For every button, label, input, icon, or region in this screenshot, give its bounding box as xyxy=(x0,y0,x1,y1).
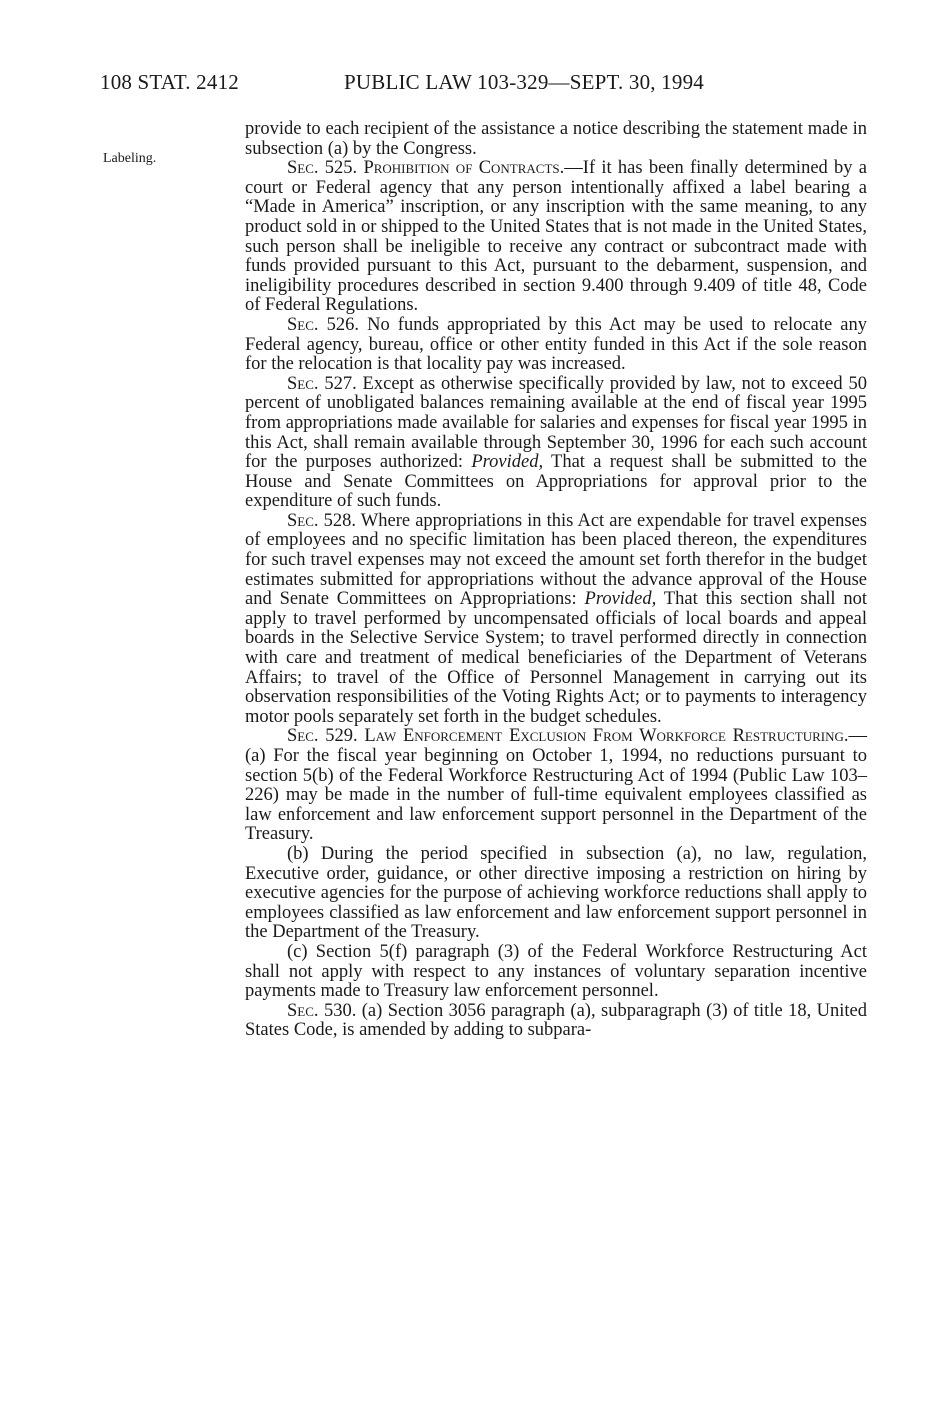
section-text: Where appropriations in this Act are expendable for travel expenses of employees and no specific limitation has been placed thereon, the expenditures for such travel expenses may not exceed the amount set forth therefor in the budget estimates submitted for appropriations without the advance approval of the House and Senate Committees on Appropriations: xyxy=(245,510,867,610)
section-text: —If it has been finally determined by a court or Federal agency that any person intentionally affixed a label bearing a “Made in America” inscription, or any inscription with the same meaning, to any product sold in or shipped to the United States that is not made in the United States, such person shall be ineligible to receive any contract or subcontract made with funds provided pursuant to this Act, pursuant to the debarment, suspension, and ineligibility procedures described in section 9.400 through 9.409 of title 48, Code of Federal Regulations. xyxy=(245,158,868,316)
section-number: Sec. 525. xyxy=(287,158,358,179)
section-528 xyxy=(245,512,867,728)
section-text: That a request shall be submitted to the House and Senate Committees on Appropriations for approval prior to the expenditure of such funds. xyxy=(245,452,867,512)
section-text: No funds appropriated by this Act may be used to relocate any Federal agency, bureau, office or other entity funded in this Act if the sole reason for the relocation is that locality pay was increased. xyxy=(245,314,868,375)
section-number: Sec. 529. xyxy=(287,726,358,747)
statute-body xyxy=(245,120,867,1041)
section-number: Sec. 530. xyxy=(287,1000,357,1021)
section-text: —(a) For the fiscal year beginning on October 1, 1994, no reductions pursuant to section 5(b) of the Federal Workforce Restructuring Act of 1994 (Public Law 103–226) may be made in the number of full-time equivalent employees classified as law enforcement and law enforcement support personnel in the Department of the Treasury. xyxy=(245,726,868,845)
section-text: (a) Section 3056 paragraph (a), subparagraph (3) of title 18, United States Code, is amended by adding to subpara- xyxy=(245,1000,867,1041)
section-527 xyxy=(245,375,867,512)
margin-note-labeling: Labeling. xyxy=(103,151,157,166)
section-heading: Prohibition of Contracts. xyxy=(363,158,565,179)
subsection-b: (b) During the period specified in subsection (a), no law, regulation, Executive order, guidance, or other directive imposing a restriction on hiring by executive agencies for the purpose of achieving workforce reductions shall apply to employees classified as law enforcement and law enforcement support personnel in the Department of the Treasury. xyxy=(245,843,867,943)
law-title: PUBLIC LAW 103-329—SEPT. 30, 1994 xyxy=(344,70,704,94)
paragraph-continuation: provide to each recipient of the assistance a notice describing the statement made in subsection (a) by the Congress. xyxy=(245,119,867,159)
section-number: Sec. 528. xyxy=(287,510,357,531)
section-heading: Law Enforcement Exclusion From Workforce Restructuring. xyxy=(364,726,849,747)
section-530 xyxy=(245,1002,867,1041)
section-525 xyxy=(245,159,867,316)
section-text: That this section shall not apply to travel performed by uncompensated officials of local boards and appeal boards in the Selective Service System; to travel performed directly in connection with care and treatment of medical beneficiaries of the Department of Veterans Affairs; to travel of the Office of Personnel Management in carrying out its observation responsibilities of the Voting Rights Act; or to payments to interagency motor pools separately set forth in the budget schedules. xyxy=(245,589,867,727)
section-number: Sec. 526. xyxy=(287,314,359,335)
page-header xyxy=(100,70,860,100)
section-text: Except as otherwise specifically provided by law, not to exceed 50 percent of unobligated balances remaining available at the end of fiscal year 1995 from appropriations made available for salaries and expenses for fiscal year 1995 in this Act, shall remain available through September 30, 1996 for each such account for the purposes authorized: xyxy=(245,373,868,473)
proviso-word: Provided, xyxy=(471,452,544,473)
section-529 xyxy=(245,727,867,845)
proviso-word: Provided, xyxy=(584,589,657,610)
subsection-c: (c) Section 5(f) paragraph (3) of the Federal Workforce Restructuring Act shall not apply with respect to any instances of voluntary separation incentive payments made to Treasury law enforcement personnel. xyxy=(245,941,867,1002)
section-526 xyxy=(245,316,867,375)
section-number: Sec. 527. xyxy=(287,373,357,394)
stat-reference: 108 STAT. 2412 xyxy=(100,70,239,94)
